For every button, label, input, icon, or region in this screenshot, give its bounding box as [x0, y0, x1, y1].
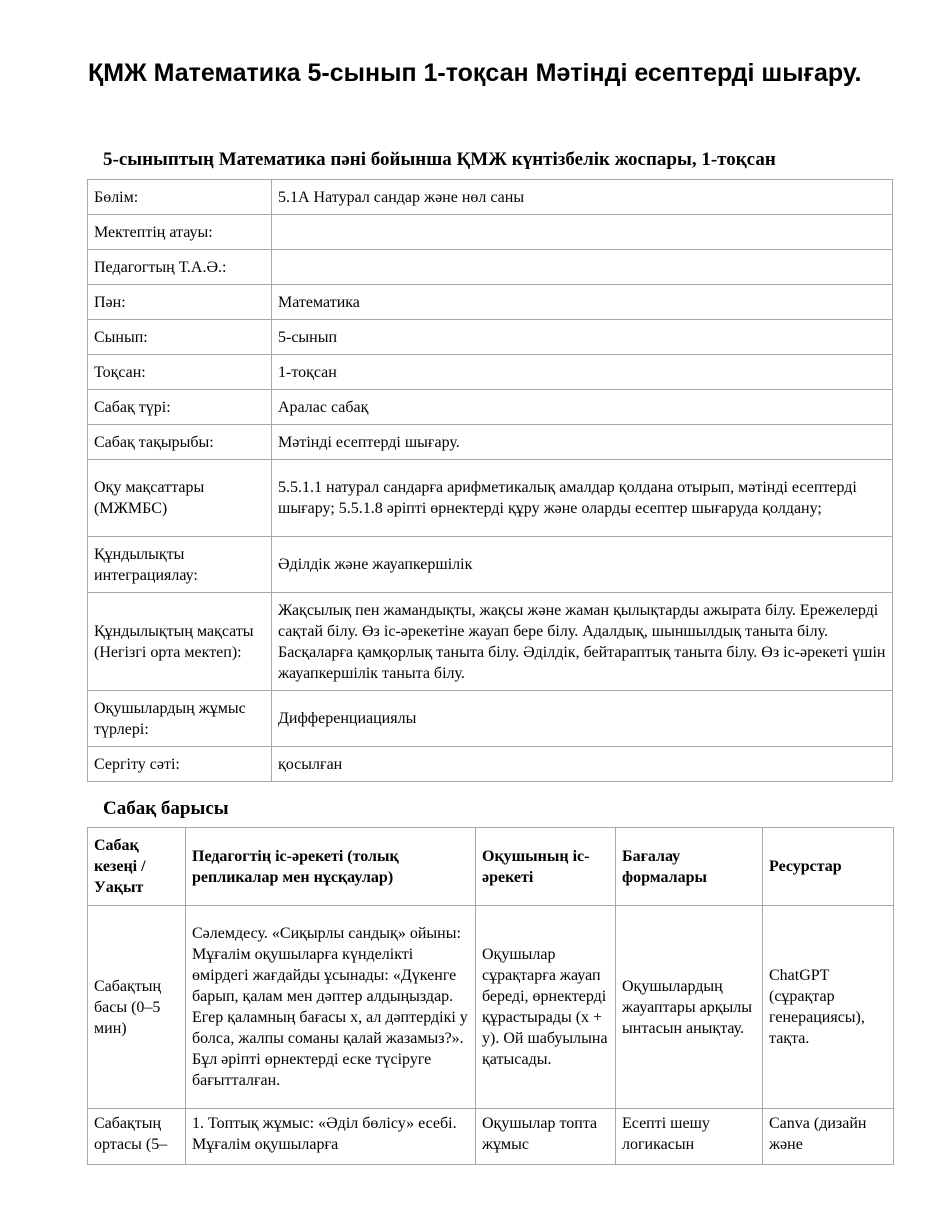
table-row	[88, 390, 893, 425]
row-label: Оқушылардың жұмыс түрлері:	[88, 691, 272, 747]
column-header: Бағалау формалары	[616, 828, 763, 906]
plan-heading: 5-сыныптың Математика пәні бойынша ҚМЖ күнтізбелік жоспары, 1-тоқсан	[103, 149, 776, 170]
column-header: Оқушының іс-әрекеті	[476, 828, 616, 906]
row-label: Мектептің атауы:	[88, 215, 272, 250]
student-activity-cell: Оқушылар сұрақтарға жауап береді, өрнектерді құрастырады (x + y). Ой шабуылына қатысады.	[476, 906, 616, 1109]
table-row	[88, 537, 893, 593]
teacher-activity-cell: 1. Топтық жұмыс: «Әділ бөлісу» есебі. Мұғалім оқушыларға	[186, 1109, 476, 1165]
table-row	[88, 285, 893, 320]
row-value: Дифференциациялы	[272, 691, 893, 747]
row-value: Аралас сабақ	[272, 390, 893, 425]
row-value: Жақсылық пен жамандықты, жақсы және жаман қылықтарды ажырата білу. Ережелерді сақтай білу. Өз іс-әрекетіне жауап бере білу. Адалдық, шыншылдық таныта білу. Басқаларға қамқорлық таныта білу. Әділдік, бейтараптық таныта білу. Өз іс-әрекеті үшін жауапкершілік таныта білу.	[272, 593, 893, 691]
row-label: Құндылықтың мақсаты (Негізгі орта мектеп):	[88, 593, 272, 691]
table-row	[88, 355, 893, 390]
table-row	[88, 691, 893, 747]
stage-cell: Сабақтың басы (0–5 мин)	[88, 906, 186, 1109]
row-value: Әділдік және жауапкершілік	[272, 537, 893, 593]
table-row	[88, 747, 893, 782]
resources-cell: ChatGPT (сұрақтар генерациясы), тақта.	[763, 906, 894, 1109]
lesson-plan-table	[87, 179, 893, 782]
student-activity-cell: Оқушылар топта жұмыс	[476, 1109, 616, 1165]
row-value: 1-тоқсан	[272, 355, 893, 390]
row-value: Математика	[272, 285, 893, 320]
row-label: Оқу мақсаттары (МЖМБС)	[88, 460, 272, 537]
row-label: Бөлім:	[88, 180, 272, 215]
row-label: Сабақ түрі:	[88, 390, 272, 425]
teacher-activity-cell: Сәлемдесу. «Сиқырлы сандық» ойыны: Мұғалім оқушыларға күнделікті өмірдегі жағдайды ұсынады: «Дүкенге барып, қалам мен дәптер алдыңыздар. Егер қаламның бағасы x, ал дәптердікі y болса, жалпы соманы қалай жазамыз?». Бұл әріпті өрнектерді еске түсіруге бағытталған.	[186, 906, 476, 1109]
column-header: Ресурстар	[763, 828, 894, 906]
table-row	[88, 1109, 894, 1165]
table-row	[88, 460, 893, 537]
table-row	[88, 320, 893, 355]
table-row	[88, 250, 893, 285]
row-value	[272, 215, 893, 250]
table-row	[88, 425, 893, 460]
table-row	[88, 593, 893, 691]
row-value: Мәтінді есептерді шығару.	[272, 425, 893, 460]
row-label: Сергіту сәті:	[88, 747, 272, 782]
row-label: Құндылықты интеграциялау:	[88, 537, 272, 593]
row-label: Сынып:	[88, 320, 272, 355]
assessment-cell: Оқушылардың жауаптары арқылы ынтасын анықтау.	[616, 906, 763, 1109]
document-title: ҚМЖ Математика 5-сынып 1-тоқсан Мәтінді есептерді шығару.	[88, 59, 862, 87]
row-label: Сабақ тақырыбы:	[88, 425, 272, 460]
row-value	[272, 250, 893, 285]
row-label: Педагогтың Т.А.Ә.:	[88, 250, 272, 285]
table-row	[88, 180, 893, 215]
row-value: 5-сынып	[272, 320, 893, 355]
column-header: Сабақ кезеңі / Уақыт	[88, 828, 186, 906]
row-label: Тоқсан:	[88, 355, 272, 390]
row-label: Пән:	[88, 285, 272, 320]
row-value: 5.1А Натурал сандар және нөл саны	[272, 180, 893, 215]
row-value: 5.5.1.1 натурал сандарға арифметикалық амалдар қолдана отырып, мәтінді есептерді шығару; 5.5.1.8 әріпті өрнектерді құру және оларды есептер шығаруда қолдану;	[272, 460, 893, 537]
lesson-flow-heading: Сабақ барысы	[103, 798, 229, 819]
table-header-row	[88, 828, 894, 906]
row-value: қосылған	[272, 747, 893, 782]
column-header: Педагогтің іс-әрекеті (толық репликалар мен нұсқаулар)	[186, 828, 476, 906]
table-row	[88, 215, 893, 250]
lesson-flow-table	[87, 827, 894, 1165]
resources-cell: Canva (дизайн және	[763, 1109, 894, 1165]
assessment-cell: Есепті шешу логикасын	[616, 1109, 763, 1165]
table-row	[88, 906, 894, 1109]
stage-cell: Сабақтың ортасы (5–	[88, 1109, 186, 1165]
